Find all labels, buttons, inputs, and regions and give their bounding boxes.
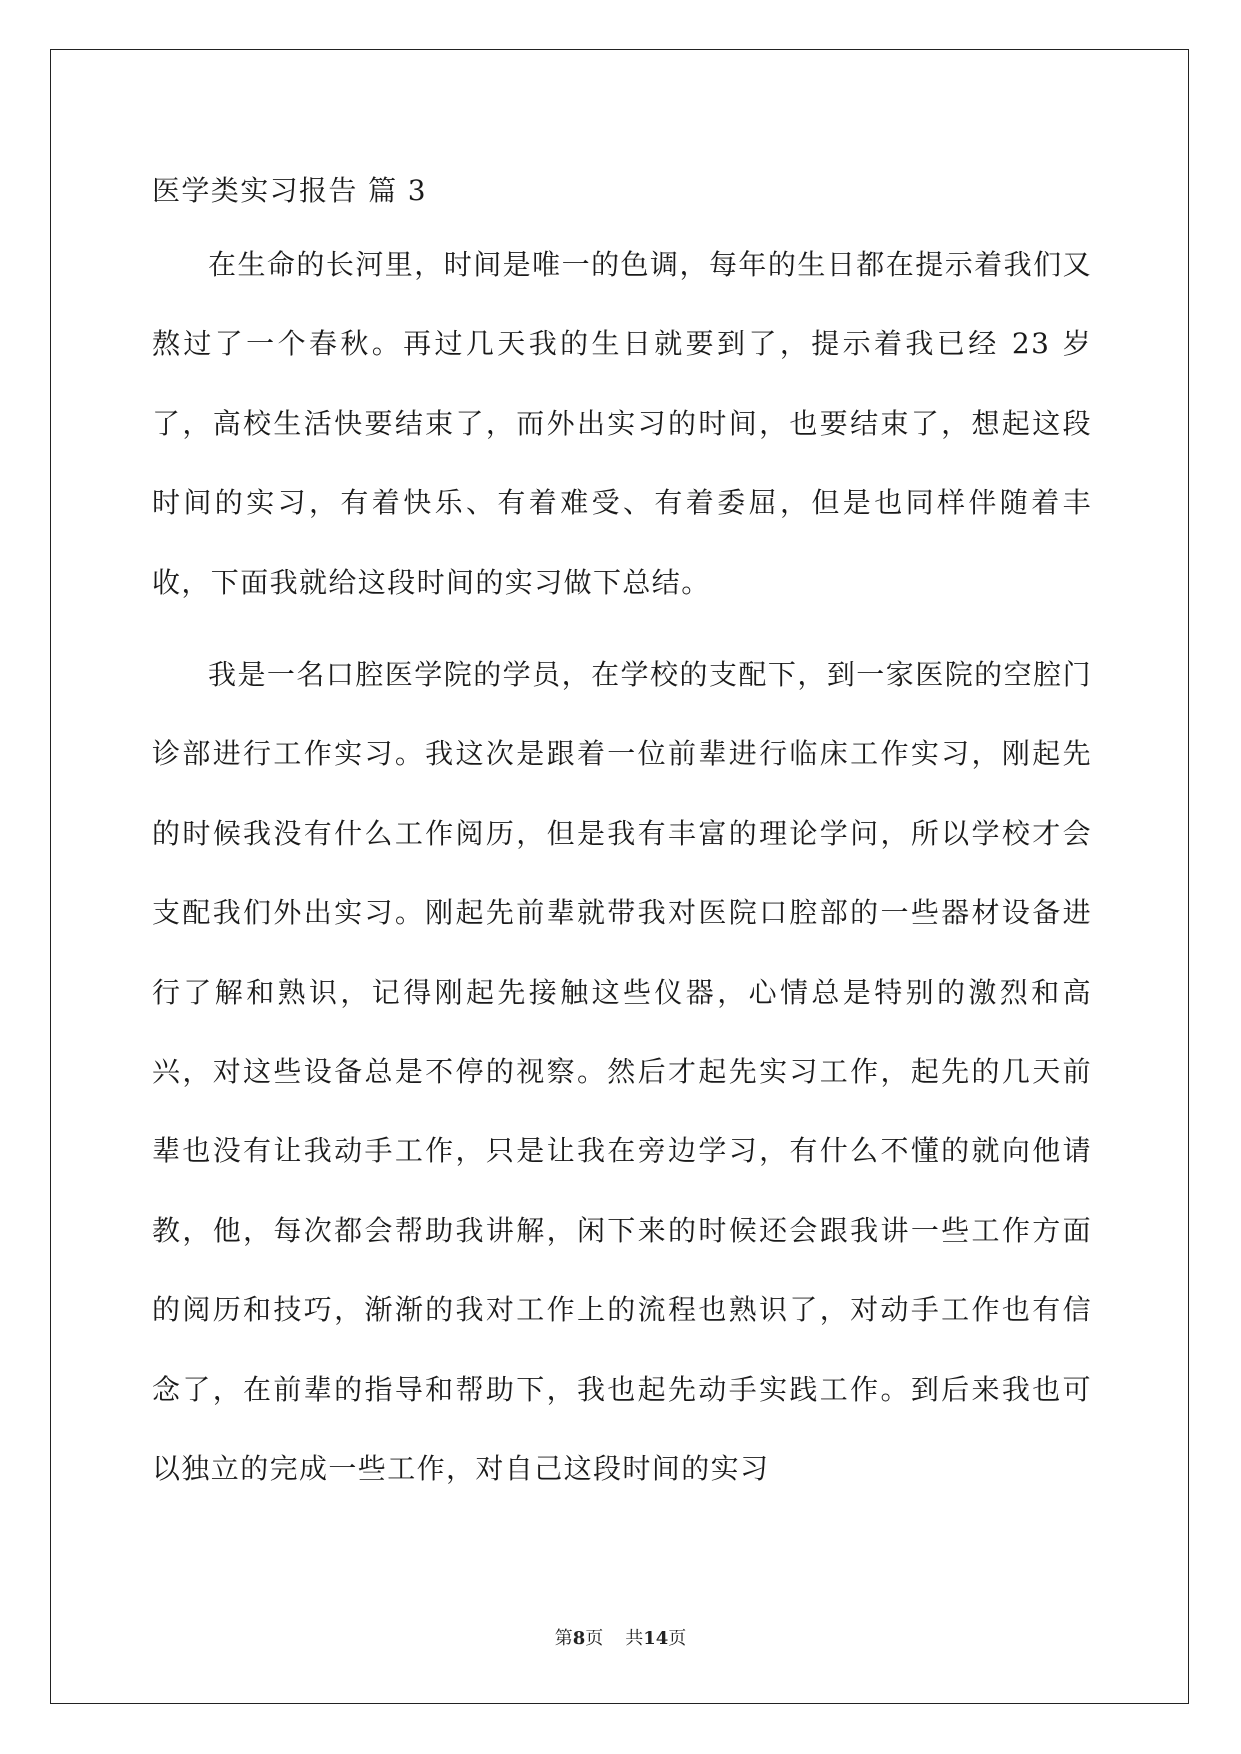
paragraph-1: 在生命的长河里，时间是唯一的色调，每年的生日都在提示着我们又熬过了一个春秋。再过几天我的生日就要到了，提示着我已经 23 岁了，高校生活快要结束了，而外出实习的时间，也要结束了，想起这段时间的实习，有着快乐、有着难受、有着委屈，但是也同样伴随着丰收，下面我就给这段时间的实习做下总结。 — [152, 248, 1092, 599]
total-label-prefix: 共 — [625, 1628, 644, 1649]
page-label-suffix: 页 — [585, 1628, 604, 1649]
page-label-prefix: 第 — [554, 1628, 573, 1649]
page-footer — [0, 1624, 1241, 1650]
total-label-suffix: 页 — [668, 1628, 687, 1649]
paragraph-2: 我是一名口腔医学院的学员，在学校的支配下，到一家医院的空腔门诊部进行工作实习。我这次是跟着一位前辈进行临床工作实习，刚起先的时候我没有什么工作阅历，但是我有丰富的理论学问，所以学校才会支配我们外出实习。刚起先前辈就带我对医院口腔部的一些器材设备进行了解和熟识，记得刚起先接触这些仪器，心情总是特别的激烈和高兴，对这些设备总是不停的视察。然后才起先实习工作，起先的几天前辈也没有让我动手工作，只是让我在旁边学习，有什么不懂的就向他请教，他，每次都会帮助我讲解，闲下来的时候还会跟我讲一些工作方面的阅历和技巧，渐渐的我对工作上的流程也熟识了，对动手工作也有信念了，在前辈的指导和帮助下，我也起先动手实践工作。到后来我也可以独立的完成一些工作，对自己这段时间的实习 — [152, 658, 1092, 1486]
total-page-count: 14 — [643, 1628, 669, 1649]
document-body — [152, 165, 1092, 1509]
document-title: 医学类实习报告 篇 3 — [152, 174, 428, 207]
current-page-number: 8 — [572, 1628, 586, 1649]
